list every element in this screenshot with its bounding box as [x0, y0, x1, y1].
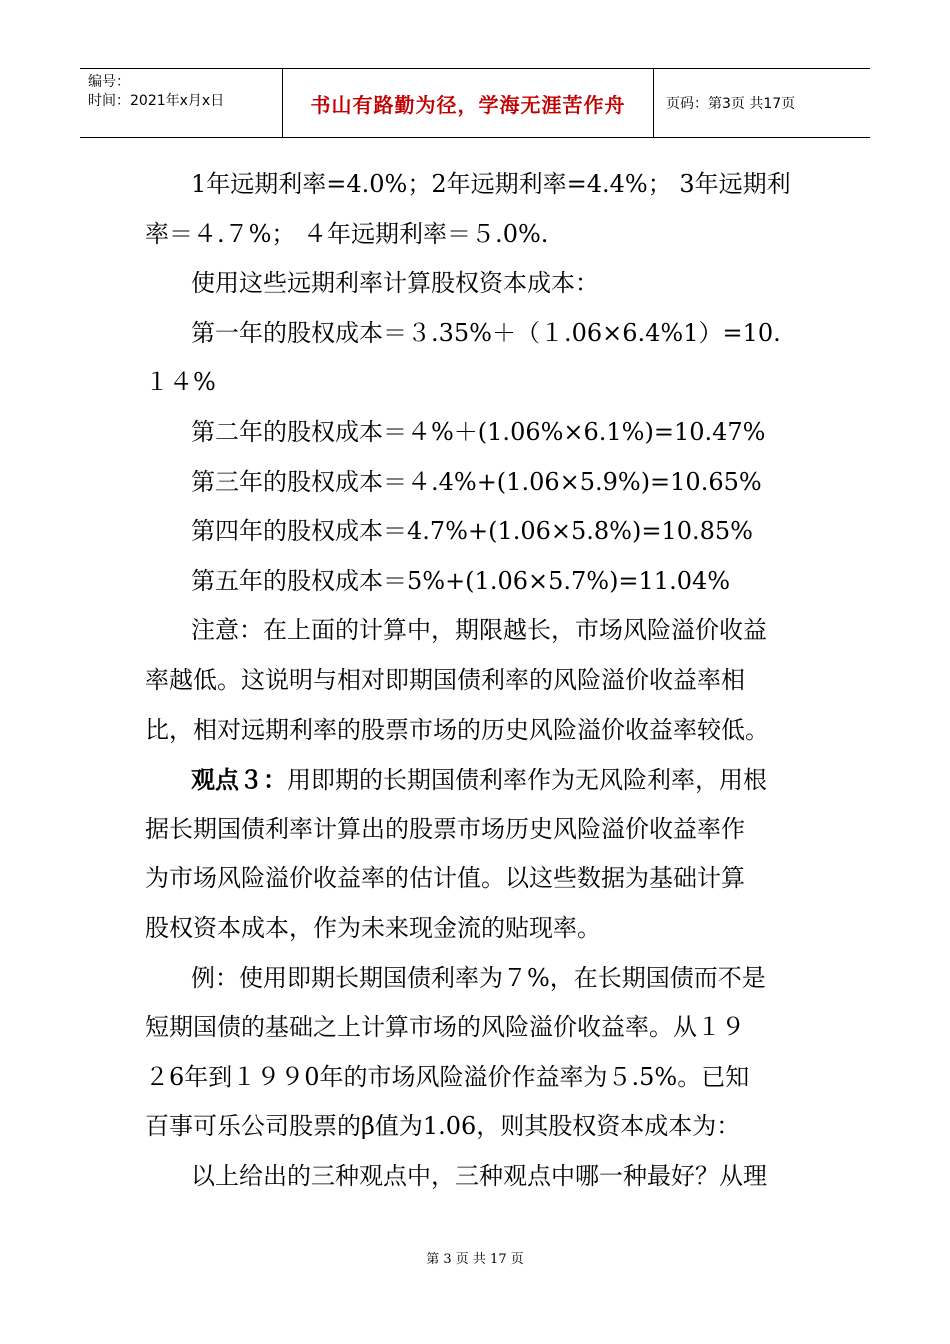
- body-line: 注意：在上面的计算中，期限越长，市场风险溢价收益: [191, 616, 767, 645]
- body-line: 例：使用即期长期国债利率为７%，在长期国债而不是: [191, 963, 766, 992]
- body-line: 第三年的股权成本＝４.4%+(1.06×5.9%)=10.65%: [191, 467, 762, 496]
- body-line: 第二年的股权成本＝４%＋(1.06%×6.1%)=10.47%: [191, 417, 766, 446]
- body-line: 第五年的股权成本＝5%+(1.06×5.7%)=11.04%: [191, 566, 731, 595]
- body-line: 百事可乐公司股票的β值为1.06，则其股权资本成本为：: [145, 1112, 741, 1141]
- body-line: 第四年的股权成本＝4.7%+(1.06×5.8%)=10.85%: [191, 517, 753, 546]
- body-line: [145, 755, 810, 805]
- header-slogan-cell: [283, 69, 654, 137]
- document-number-label: 编号：: [88, 74, 130, 90]
- body-line: 第一年的股权成本＝３.35%＋（１.06×6.4%1）=10.: [191, 318, 781, 347]
- document-body: [145, 160, 810, 1201]
- body-line: 比，相对远期利率的股票市场的历史风险溢价收益率较低。: [145, 715, 769, 744]
- body-line: 1年远期利率=4.0%；2年远期利率=4.4%； 3年远期利: [191, 170, 791, 198]
- body-line: 使用这些远期利率计算股权资本成本：: [191, 269, 599, 298]
- document-date: 时间：2021年x月x日: [88, 93, 225, 109]
- header-meta: [80, 69, 283, 137]
- viewpoint-heading: 观点３：: [191, 765, 287, 795]
- body-line: 为市场风险溢价收益率的估计值。以这些数据为基础计算: [145, 864, 745, 893]
- body-line-text: 用即期的长期国债利率作为无风险利率，用根: [287, 766, 767, 795]
- body-line: 率越低。这说明与相对即期国债利率的风险溢价收益率相: [145, 665, 745, 694]
- body-line: 以上给出的三种观点中，三种观点中哪一种最好？从理: [191, 1161, 767, 1190]
- page-footer: 第 3 页 共 17 页: [426, 1252, 524, 1267]
- body-line: 据长期国债利率计算出的股票市场历史风险溢价收益率作: [145, 814, 745, 843]
- header-page-number: 页码：第3页 共17页: [666, 96, 796, 112]
- body-line: 股权资本成本，作为未来现金流的贴现率。: [145, 913, 601, 942]
- body-line: ２6年到１９９0年的市场风险溢价作益率为５.5%。已知: [145, 1062, 750, 1091]
- header-slogan: 书山有路勤为径，学海无涯苦作舟: [310, 92, 626, 117]
- body-line: 短期国债的基础之上计算市场的风险溢价收益率。从１９: [145, 1013, 745, 1042]
- body-line: １４%: [145, 368, 216, 397]
- page-header: [80, 68, 870, 138]
- body-line: 率＝４.７%； ４年远期利率＝５.0%.: [145, 219, 549, 248]
